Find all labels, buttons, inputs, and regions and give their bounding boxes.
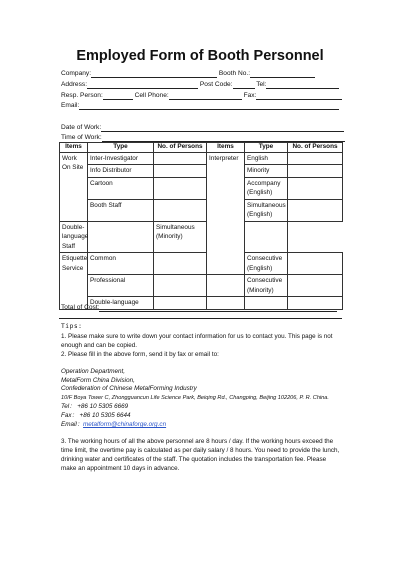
company-field[interactable] <box>91 70 217 78</box>
persons-input[interactable] <box>154 177 207 199</box>
interpreter-cell: Interpreter <box>207 152 245 275</box>
persons-input[interactable] <box>288 199 343 221</box>
table-row <box>60 221 343 253</box>
type-cell: Simultaneous (English) <box>245 199 288 221</box>
type-cell: Accompany (English) <box>245 177 288 199</box>
persons-input[interactable] <box>288 152 343 165</box>
company-label: Company: <box>61 70 92 77</box>
cell-phone-label: Cell Phone: <box>134 92 169 99</box>
persons-input[interactable] <box>154 253 207 275</box>
form-title: Employed Form of Booth Personnel <box>76 48 324 64</box>
post-code-field[interactable] <box>233 81 255 89</box>
resp-person-field[interactable] <box>103 92 133 100</box>
table-row <box>60 177 343 199</box>
time-of-work-label: Time of Work: <box>61 134 102 141</box>
type-cell: Inter-Investigator <box>88 152 154 165</box>
fax-line: Fax： +86 10 5305 6644 <box>61 412 131 420</box>
table-row <box>60 165 343 178</box>
tel-field[interactable] <box>266 81 339 89</box>
persons-input[interactable] <box>88 221 154 253</box>
header-persons: No. of Persons <box>154 143 207 153</box>
email-row <box>61 102 339 110</box>
type-cell: Simultaneous (Minority) <box>154 221 207 253</box>
date-of-work-row <box>61 124 344 132</box>
header-type: Type <box>88 143 154 153</box>
address-line: 10/F Boya Tower C, Zhongguancun Life Science Park, Beiqing Rd., Changping, Beijing 102206, P. R. China. <box>61 395 329 402</box>
address-label: Address: <box>61 81 88 88</box>
table-header-row <box>60 143 343 153</box>
resp-person-label: Resp. Person: <box>61 92 103 99</box>
persons-input[interactable] <box>288 253 343 275</box>
tips-item-1: 1. Please make sure to write down your contact information for us to contact you. This page is not enough and can be copied. <box>61 332 333 349</box>
booth-no-field[interactable] <box>250 70 315 78</box>
table-row <box>60 275 343 297</box>
header-type-2: Type <box>245 143 288 153</box>
email-label: Email: <box>61 102 80 109</box>
tips-heading: Tips: <box>61 323 83 330</box>
date-of-work-label: Date of Work: <box>61 124 102 131</box>
empty-cell <box>207 275 245 297</box>
email-line-label: Email： <box>61 421 84 429</box>
type-cell: Info Distributor <box>88 165 154 178</box>
personnel-table <box>59 142 343 310</box>
address-row <box>61 81 339 89</box>
email-link[interactable]: metalform@chinaforge.org.cn <box>83 421 167 429</box>
work-on-site-cell: Work On Site <box>60 152 88 221</box>
type-cell: Professional <box>88 275 154 297</box>
contact-row <box>61 92 342 100</box>
type-cell: Double-language Staff <box>60 221 88 253</box>
table-row <box>60 152 343 165</box>
email-field[interactable] <box>79 102 339 110</box>
persons-input[interactable] <box>288 177 343 199</box>
persons-input[interactable] <box>288 275 343 297</box>
total-cost-field[interactable] <box>99 304 337 312</box>
type-cell: English <box>245 152 288 165</box>
type-cell: Double-language <box>88 297 154 310</box>
header-items: Items <box>60 143 88 153</box>
header-persons-2: No. of Persons <box>288 143 343 153</box>
persons-input[interactable] <box>154 152 207 165</box>
type-cell: Consecutive (Minority) <box>245 275 288 297</box>
address-line: Confederation of Chinese MetalForming Industry <box>61 385 197 393</box>
address-line: Operation Department, <box>61 367 126 375</box>
post-code-label: Post Code: <box>199 81 233 88</box>
persons-input[interactable] <box>154 165 207 178</box>
type-cell: Consecutive (English) <box>245 253 288 275</box>
persons-input[interactable] <box>288 165 343 178</box>
persons-input[interactable] <box>154 275 207 297</box>
type-cell: Minority <box>245 165 288 178</box>
date-of-work-field[interactable] <box>101 124 344 132</box>
address-line: MetalForm China Division, <box>61 376 135 384</box>
spacer <box>61 360 343 368</box>
company-row <box>61 70 315 78</box>
tel-line: Tel： +86 10 5305 6669 <box>61 403 129 411</box>
time-of-work-field[interactable] <box>102 134 345 142</box>
divider <box>59 318 342 319</box>
total-cost-label: Total of Cost: <box>61 304 100 311</box>
type-cell: Cartoon <box>88 177 154 199</box>
spacer <box>61 430 343 438</box>
type-cell: Booth Staff <box>88 199 154 221</box>
total-cost-row <box>61 304 337 312</box>
fax-label: Fax: <box>243 92 257 99</box>
booth-no-label: Booth No.: <box>218 70 251 77</box>
email-line <box>61 421 343 430</box>
cell-phone-field[interactable] <box>169 92 242 100</box>
type-cell: Common <box>88 253 154 275</box>
persons-input[interactable] <box>154 199 207 221</box>
tel-label: Tel: <box>256 81 267 88</box>
persons-input[interactable] <box>245 221 288 253</box>
tips-item-3: 3. The working hours of all the above personnel are 8 hours / day. If the working hours exceed the time limit, the overtime pay is calculated as per daily salary / 8 hours. You need to provide the lunch, drinking water and certificates of the staff. The quotation includes the transportation fee. Please make an appointment 10 days in advance. <box>61 437 340 472</box>
tips-section <box>61 323 343 474</box>
header-items-2: Items <box>207 143 245 153</box>
etiquette-service-cell: Etiquette Service <box>60 253 88 310</box>
address-field[interactable] <box>87 81 198 89</box>
table-row <box>60 253 343 275</box>
time-of-work-row <box>61 134 345 142</box>
tips-item-2: 2. Please fill in the above form, send it by fax or email to: <box>61 350 219 358</box>
fax-field[interactable] <box>256 92 342 100</box>
